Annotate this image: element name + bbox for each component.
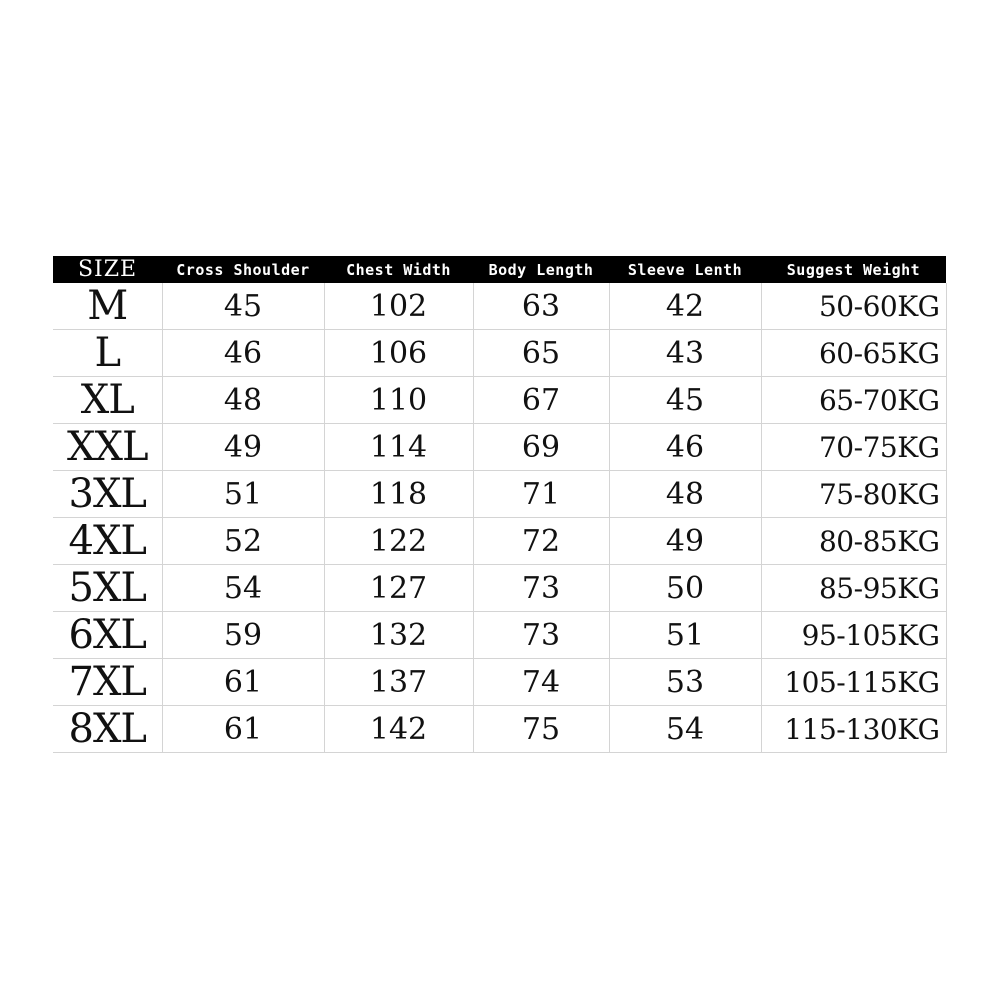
cross-shoulder-cell: 46 <box>162 330 324 377</box>
size-cell: 8XL <box>53 706 162 753</box>
table-row <box>53 706 946 753</box>
header-row <box>53 256 946 283</box>
body-length-cell: 72 <box>473 518 609 565</box>
size-chart-header <box>53 256 946 283</box>
cross-shoulder-cell: 61 <box>162 706 324 753</box>
table-row <box>53 565 946 612</box>
cross-shoulder-cell: 45 <box>162 283 324 330</box>
sleeve-length-cell: 50 <box>609 565 761 612</box>
table-row <box>53 471 946 518</box>
chest-width-cell: 106 <box>324 330 473 377</box>
cross-shoulder-cell: 54 <box>162 565 324 612</box>
chest-width-cell: 118 <box>324 471 473 518</box>
size-cell: XXL <box>53 424 162 471</box>
chest-width-cell: 127 <box>324 565 473 612</box>
body-length-cell: 63 <box>473 283 609 330</box>
suggest-weight-cell: 80-85KG <box>761 518 946 565</box>
table-row <box>53 518 946 565</box>
chest-width-cell: 137 <box>324 659 473 706</box>
body-length-cell: 73 <box>473 612 609 659</box>
size-cell: L <box>53 330 162 377</box>
sleeve-length-cell: 53 <box>609 659 761 706</box>
body-length-cell: 65 <box>473 330 609 377</box>
cross-shoulder-cell: 48 <box>162 377 324 424</box>
cross-shoulder-cell: 52 <box>162 518 324 565</box>
table-row <box>53 659 946 706</box>
chest-width-cell: 142 <box>324 706 473 753</box>
body-length-cell: 69 <box>473 424 609 471</box>
body-length-cell: 67 <box>473 377 609 424</box>
size-cell: 5XL <box>53 565 162 612</box>
table-row <box>53 330 946 377</box>
table-row <box>53 424 946 471</box>
suggest-weight-cell: 65-70KG <box>761 377 946 424</box>
table-row <box>53 612 946 659</box>
sleeve-length-cell: 43 <box>609 330 761 377</box>
suggest-weight-cell: 50-60KG <box>761 283 946 330</box>
suggest-weight-cell: 105-115KG <box>761 659 946 706</box>
body-length-cell: 74 <box>473 659 609 706</box>
suggest-weight-cell: 60-65KG <box>761 330 946 377</box>
body-length-cell: 71 <box>473 471 609 518</box>
sleeve-length-cell: 48 <box>609 471 761 518</box>
header-body-length: Body Length <box>473 256 609 283</box>
header-size: SIZE <box>53 256 162 283</box>
header-chest-width: Chest Width <box>324 256 473 283</box>
body-length-cell: 73 <box>473 565 609 612</box>
suggest-weight-cell: 85-95KG <box>761 565 946 612</box>
size-cell: 7XL <box>53 659 162 706</box>
suggest-weight-cell: 95-105KG <box>761 612 946 659</box>
size-chart-body <box>53 283 946 753</box>
cross-shoulder-cell: 61 <box>162 659 324 706</box>
table-row <box>53 377 946 424</box>
size-cell: 6XL <box>53 612 162 659</box>
size-cell: M <box>53 283 162 330</box>
sleeve-length-cell: 54 <box>609 706 761 753</box>
chest-width-cell: 102 <box>324 283 473 330</box>
chest-width-cell: 110 <box>324 377 473 424</box>
chest-width-cell: 132 <box>324 612 473 659</box>
table-row <box>53 283 946 330</box>
sleeve-length-cell: 46 <box>609 424 761 471</box>
suggest-weight-cell: 70-75KG <box>761 424 946 471</box>
sleeve-length-cell: 45 <box>609 377 761 424</box>
suggest-weight-cell: 75-80KG <box>761 471 946 518</box>
size-cell: XL <box>53 377 162 424</box>
size-cell: 3XL <box>53 471 162 518</box>
chest-width-cell: 122 <box>324 518 473 565</box>
size-chart-table <box>53 256 947 753</box>
sleeve-length-cell: 51 <box>609 612 761 659</box>
suggest-weight-cell: 115-130KG <box>761 706 946 753</box>
header-sleeve-length: Sleeve Lenth <box>609 256 761 283</box>
chest-width-cell: 114 <box>324 424 473 471</box>
cross-shoulder-cell: 49 <box>162 424 324 471</box>
size-cell: 4XL <box>53 518 162 565</box>
body-length-cell: 75 <box>473 706 609 753</box>
cross-shoulder-cell: 51 <box>162 471 324 518</box>
sleeve-length-cell: 42 <box>609 283 761 330</box>
cross-shoulder-cell: 59 <box>162 612 324 659</box>
header-cross-shoulder: Cross Shoulder <box>162 256 324 283</box>
header-suggest-weight: Suggest Weight <box>761 256 946 283</box>
sleeve-length-cell: 49 <box>609 518 761 565</box>
